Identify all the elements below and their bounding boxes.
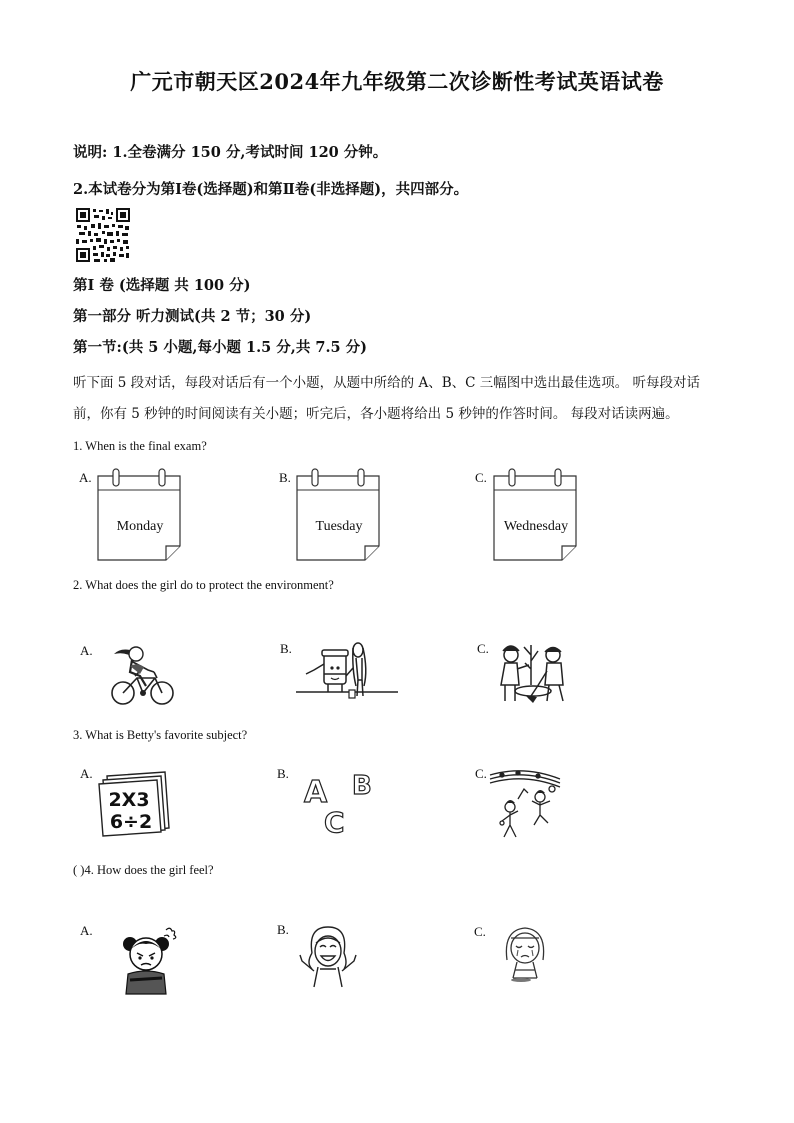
abc-letters-icon [300, 770, 384, 839]
q2-option-b-label[interactable]: B. [280, 641, 292, 656]
q4-option-b-label[interactable]: B. [277, 922, 289, 937]
happy-girl-icon [298, 923, 358, 989]
question-2-text: 2. What does the girl do to protect the environment? [73, 578, 334, 592]
calendar-b-day: Tuesday [315, 519, 363, 534]
calendar-icon [492, 466, 580, 562]
angry-girl-icon [116, 924, 180, 996]
q3-option-c-label[interactable]: C. [475, 766, 487, 781]
girl-using-trash-bin-icon [296, 640, 400, 706]
volume-1-heading: 第Ⅰ 卷 (选择题 共 100 分) [73, 277, 251, 294]
math-expr-top: 2X3 [108, 789, 150, 811]
calendar-a-day: Monday [116, 519, 164, 534]
directions-line-1: 听下面 5 段对话，每段对话后有一个小题，从题中所给的 A、B、C 三幅图中选出最佳选项。 听每段对话 [73, 375, 701, 391]
q3-option-b-label[interactable]: B. [277, 766, 289, 781]
q1-option-c-label[interactable]: C. [475, 470, 487, 485]
directions-line-2: 前，你有 5 秒钟的时间阅读有关小题；听完后，各小题将给出 5 秒钟的作答时间。 每段对话读两遍。 [73, 406, 679, 422]
q1-option-a-label[interactable]: A. [79, 470, 92, 485]
qr-code-icon [76, 208, 130, 262]
q3-option-a-label[interactable]: A. [80, 766, 93, 781]
children-planting-tree-icon [497, 641, 573, 707]
q4-option-c-label[interactable]: C. [474, 924, 486, 939]
girl-riding-bicycle-icon [110, 640, 176, 708]
q1-option-b-label[interactable]: B. [279, 470, 291, 485]
calendar-icon [295, 466, 383, 562]
letter-a: A [304, 775, 328, 810]
question-3-text: 3. What is Betty's favorite subject? [73, 728, 248, 742]
q4-option-a-label[interactable]: A. [80, 923, 93, 938]
letter-b: B [352, 771, 372, 801]
instructions-line-2: 2.本试卷分为第Ⅰ卷(选择题)和第Ⅱ卷(非选择题)，共四部分。 [73, 181, 469, 198]
calendar-c-day: Wednesday [503, 519, 569, 534]
section-1-heading: 第一节:(共 5 小题,每小题 1.5 分,共 7.5 分) [73, 339, 367, 356]
letter-c: C [324, 806, 345, 839]
sad-girl-icon [497, 924, 553, 984]
question-4-text: ( )4. How does the girl feel? [73, 863, 214, 877]
q2-option-a-label[interactable]: A. [80, 643, 93, 658]
children-music-icon [488, 767, 562, 845]
instructions-line-1: 说明: 1.全卷满分 150 分,考试时间 120 分钟。 [73, 144, 388, 161]
math-worksheet-icon [99, 770, 171, 836]
math-expr-bottom: 6÷2 [109, 811, 153, 833]
q2-option-c-label[interactable]: C. [477, 641, 489, 656]
calendar-icon [96, 466, 184, 562]
exam-title: 广元市朝天区2024年九年级第二次诊断性考试英语试卷 [130, 69, 664, 94]
listening-directions [73, 368, 723, 430]
question-1-text: 1. When is the final exam? [73, 439, 207, 453]
part-1-heading: 第一部分 听力测试(共 2 节；30 分) [73, 308, 312, 325]
